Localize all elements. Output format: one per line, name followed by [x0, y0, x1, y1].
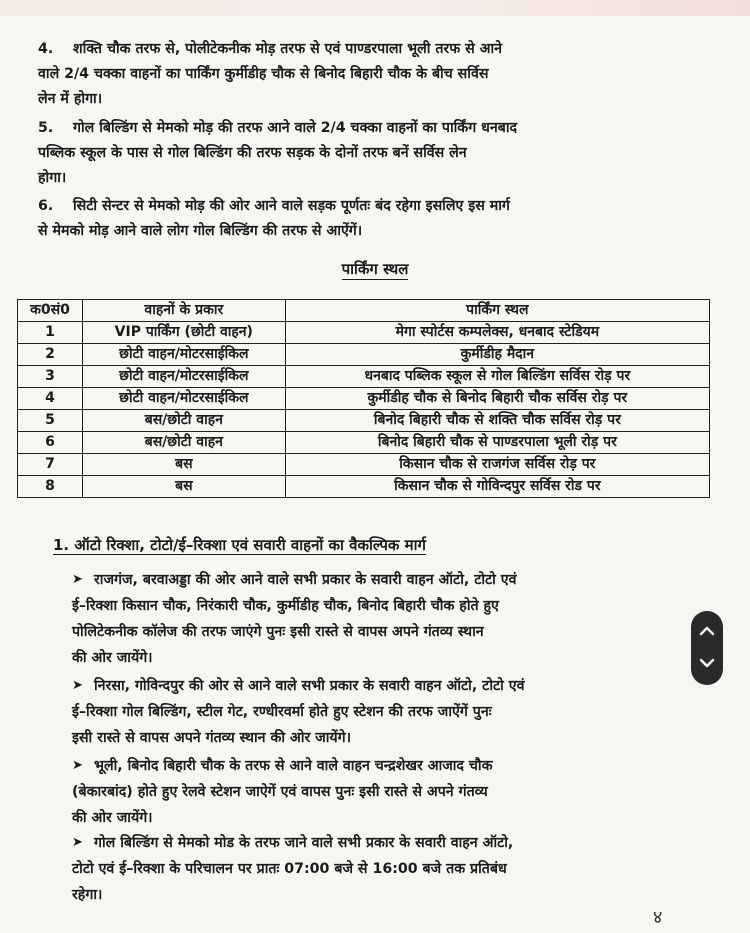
- list-item-4: [38, 37, 693, 115]
- cell-serial: 3: [18, 366, 83, 388]
- cell-vehicle-type: बस/छोटी वाहन: [82, 432, 285, 454]
- scroll-up-button[interactable]: [691, 615, 723, 647]
- cell-vehicle-type: बस/छोटी वाहन: [82, 410, 285, 432]
- item-number: 5.: [38, 120, 54, 136]
- bullet-line: भूली, बिनोद बिहारी चौक के तरफ से आने वाले वाहन चन्द्रशेखर आजाद चौक: [94, 758, 493, 774]
- bullet-line: पोलिटेकनीक कॉलेज की तरफ जाएंगे पुनः इसी रास्ते से वापस अपने गंतव्य स्थान: [72, 624, 484, 640]
- cell-serial: 6: [18, 432, 83, 454]
- header-serial: क0सं0: [18, 300, 83, 322]
- bullet-line: (बेकारबांद) होते हुए रेलवे स्टेशन जाऐगें एवं वापस पुनः इसी रास्ते से अपने गंतव्य: [72, 784, 488, 800]
- parking-heading-text: पार्किंग स्थल: [341, 260, 409, 278]
- table-row: [18, 410, 710, 432]
- table-row: [18, 388, 710, 410]
- table-header-row: [18, 300, 710, 322]
- arrow-bullet-icon: ➤: [72, 758, 83, 773]
- bullet-line: की ओर जायेंगे।: [72, 810, 153, 826]
- arrow-bullet-icon: ➤: [72, 572, 83, 587]
- arrow-bullet-icon: ➤: [72, 678, 83, 693]
- bullet-line: गोल बिल्डिंग से मेमको मोड के तरफ जाने वाले सभी प्रकार के सवारी वाहन ऑटो,: [94, 835, 514, 851]
- route-bullet-2: [72, 673, 692, 751]
- chevron-down-icon: [691, 647, 723, 679]
- item-line: लेन में होगा।: [38, 91, 103, 107]
- section-title-text: 1. ऑटो रिक्शा, टोटो/ई–रिक्शा एवं सवारी वाहनों का वैकल्पिक मार्ग: [53, 536, 426, 554]
- list-item-5: [38, 116, 693, 194]
- table-row: [18, 476, 710, 498]
- item-line: वाले 2/4 चक्का वाहनों का पार्किंग कुर्मीडीह चौक से बिनोद बिहारी चौक के बीच सर्विस: [38, 66, 489, 82]
- cell-serial: 2: [18, 344, 83, 366]
- table-row: [18, 432, 710, 454]
- bullet-line: इसी रास्ते से वापस अपने गंतव्य स्थान की ओर जायेंगे।: [72, 730, 352, 746]
- bullet-line: की ओर जायेंगे।: [72, 650, 153, 666]
- item-line: होगा।: [38, 170, 67, 186]
- table-row: [18, 454, 710, 476]
- cell-parking-place: कुर्मीडीह चौक से बिनोद बिहारी चौक सर्विस रोड़ पर: [285, 388, 709, 410]
- table-row: [18, 344, 710, 366]
- parking-heading: [0, 259, 750, 279]
- cell-serial: 7: [18, 454, 83, 476]
- item-number: 4.: [38, 41, 54, 57]
- cell-vehicle-type: बस: [82, 476, 285, 498]
- parking-table: [17, 299, 710, 498]
- bullet-line: ई–रिक्शा गोल बिल्डिंग, स्टील गेट, रण्धीरवर्मा होते हुए स्टेशन की तरफ जाऐंगें पुनः: [72, 704, 492, 720]
- bullet-line: टोटो एवं ई–रिक्शा के परिचालन पर प्रातः 07:00 बजे से 16:00 बजे तक प्रतिबंध: [72, 861, 507, 877]
- cell-parking-place: कुर्मीडीह मैदान: [285, 344, 709, 366]
- cell-serial: 4: [18, 388, 83, 410]
- cell-vehicle-type: छोटी वाहन/मोटरसाईकिल: [82, 344, 285, 366]
- cell-parking-place: बिनोद बिहारी चौक से पाण्डरपाला भूली रोड़ पर: [285, 432, 709, 454]
- item-line: सिटी सेन्टर से मेमको मोड़ की ओर आने वाले सड़क पूर्णतः बंद रहेगा इसलिए इस मार्ग: [73, 198, 510, 214]
- cell-vehicle-type: VIP पार्किंग (छोटी वाहन): [82, 322, 285, 344]
- item-line: शक्ति चौक तरफ से, पोलीटेकनीक मोड़ तरफ से एवं पाण्डरपाला भूली तरफ से आने: [73, 41, 502, 57]
- bullet-line: निरसा, गोविन्दपुर की ओर से आने वाले सभी प्रकार के सवारी वाहन ऑटो, टोटो एवं: [94, 678, 525, 694]
- cell-parking-place: धनबाद पब्लिक स्कूल से गोल बिल्डिंग सर्विस रोड़ पर: [285, 366, 709, 388]
- item-number: 6.: [38, 198, 54, 214]
- bullet-line: ई–रिक्शा किसान चौक, निरंकारी चौक, कुर्मीडीह चौक, बिनोद बिहारी चौक होते हुए: [72, 598, 499, 614]
- table-row: [18, 366, 710, 388]
- route-bullet-4: [72, 830, 692, 908]
- item-line: पब्लिक स्कूल के पास से गोल बिल्डिंग की तरफ सड़क के दोनों तरफ बनें सर्विस लेन: [38, 145, 467, 161]
- cell-parking-place: किसान चौक से गोविन्दपुर सर्विस रोड पर: [285, 476, 709, 498]
- cell-serial: 8: [18, 476, 83, 498]
- scroll-down-button[interactable]: [691, 647, 723, 679]
- bullet-line: राजगंज, बरवाअड्डा की ओर आने वाले सभी प्रकार के सवारी वाहन ऑटो, टोटो एवं: [94, 572, 517, 588]
- list-item-6: [38, 194, 693, 246]
- header-vehicle-type: वाहनों के प्रकार: [82, 300, 285, 322]
- cell-vehicle-type: छोटी वाहन/मोटरसाईकिल: [82, 388, 285, 410]
- page-number: ४: [653, 907, 663, 928]
- cell-parking-place: किसान चौक से राजगंज सर्विस रोड़ पर: [285, 454, 709, 476]
- cell-vehicle-type: बस: [82, 454, 285, 476]
- arrow-bullet-icon: ➤: [72, 835, 83, 850]
- cell-serial: 5: [18, 410, 83, 432]
- route-bullet-1: [72, 567, 692, 671]
- item-line: गोल बिल्डिंग से मेमको मोड़ की तरफ आने वाले 2/4 चक्का वाहनों का पार्किंग धनबाद: [73, 120, 518, 136]
- scroll-nav-pill: [691, 611, 723, 685]
- cell-vehicle-type: छोटी वाहन/मोटरसाईकिल: [82, 366, 285, 388]
- cell-parking-place: बिनोद बिहारी चौक से शक्ति चौक सर्विस रोड़ पर: [285, 410, 709, 432]
- cell-parking-place: मेगा स्पोर्टस कम्पलेक्स, धनबाद स्टेडियम: [285, 322, 709, 344]
- header-parking-place: पार्किंग स्थल: [285, 300, 709, 322]
- cell-serial: 1: [18, 322, 83, 344]
- item-line: से मेमको मोड़ आने वाले लोग गोल बिल्डिंग की तरफ से आऐंगें।: [38, 223, 363, 239]
- table-row: [18, 322, 710, 344]
- route-bullet-3: [72, 753, 692, 831]
- bullet-line: रहेगा।: [72, 887, 103, 903]
- chevron-up-icon: [691, 615, 723, 647]
- section-title: [53, 535, 426, 555]
